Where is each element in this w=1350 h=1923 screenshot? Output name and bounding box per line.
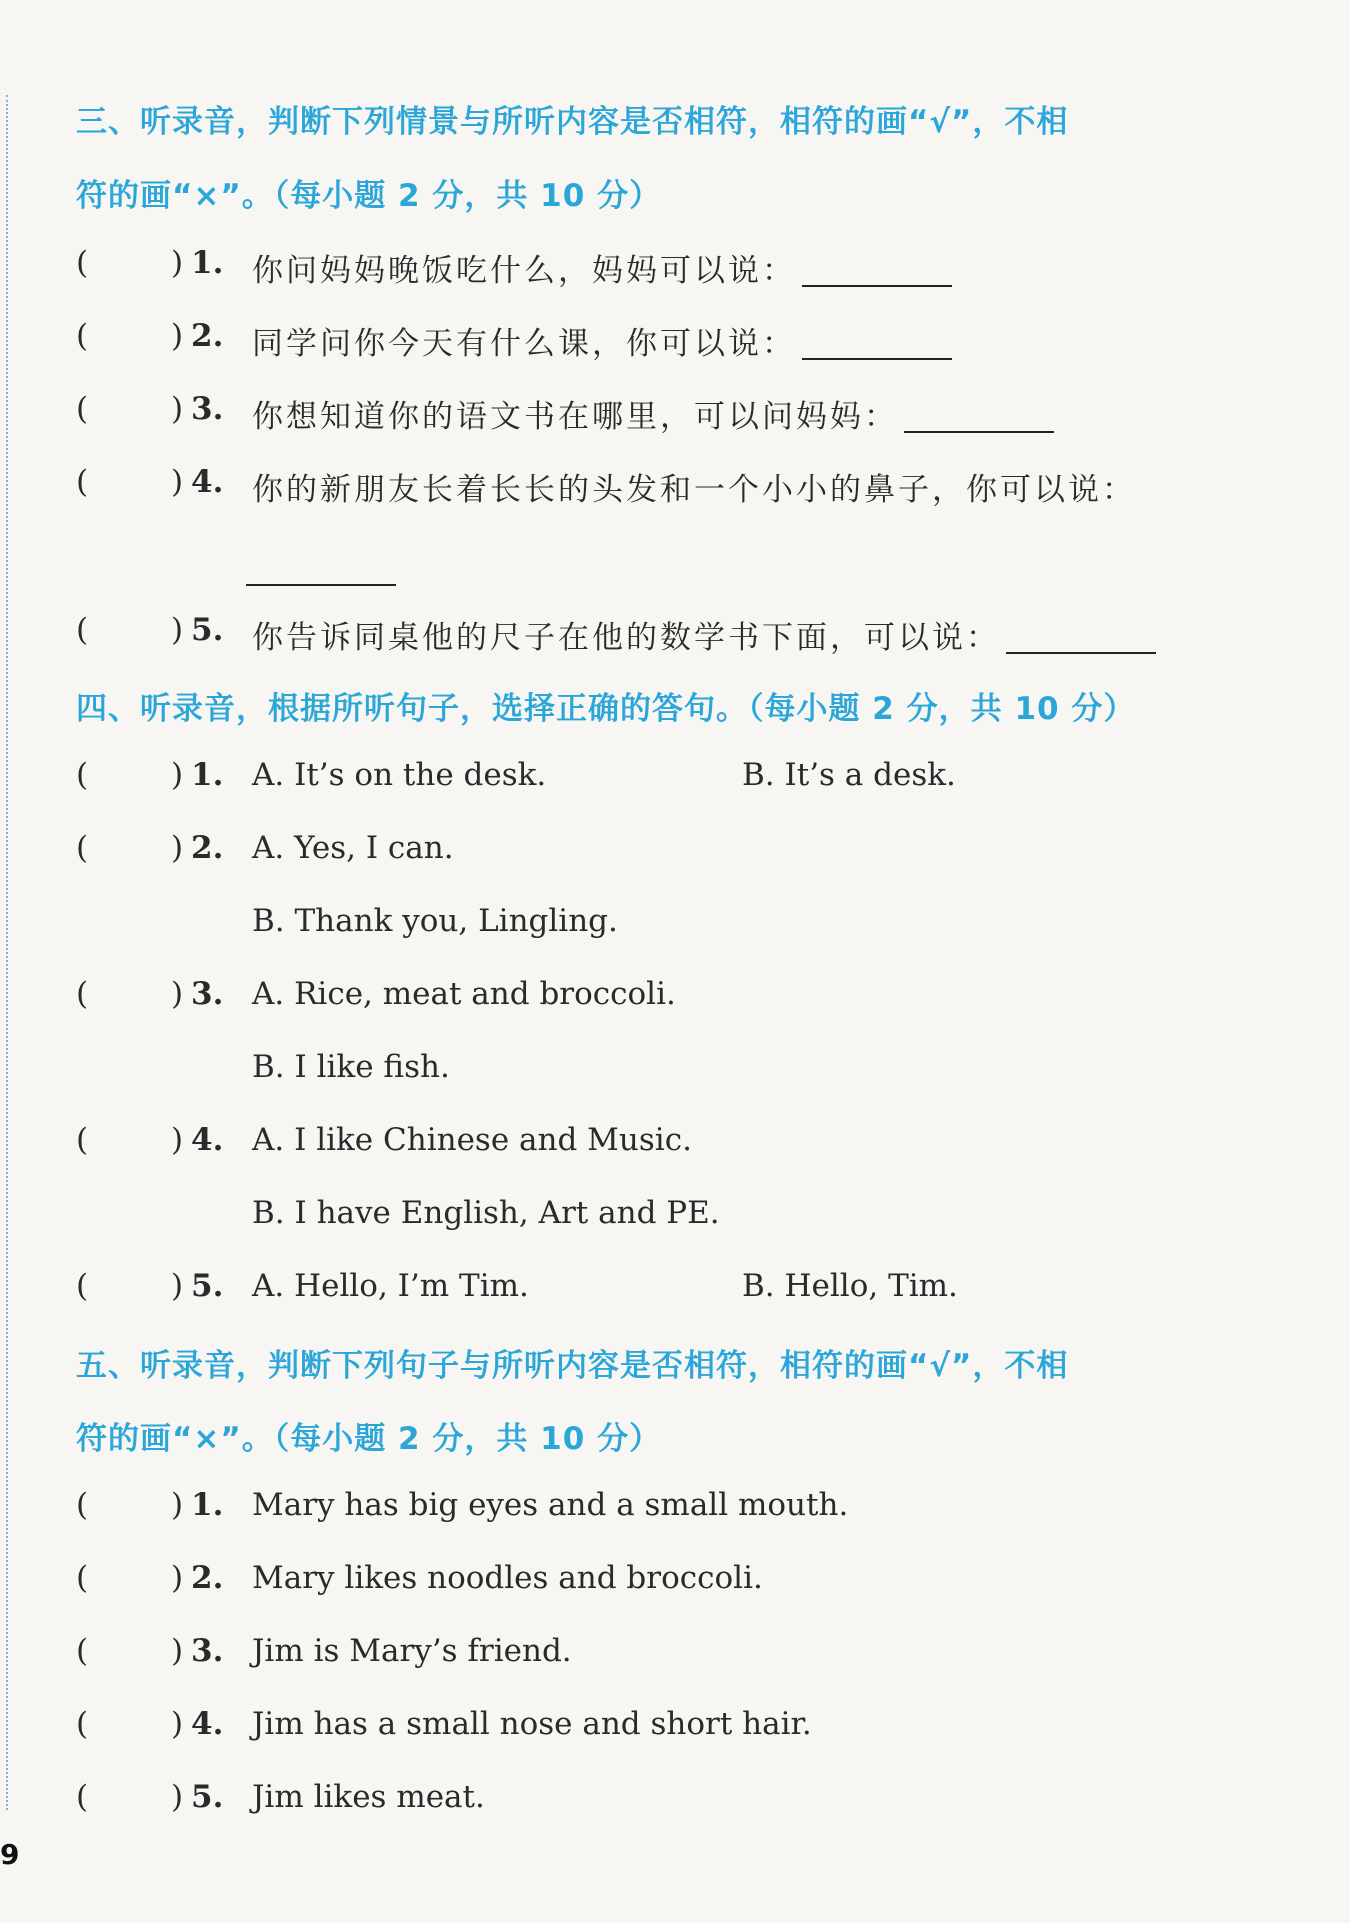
question-number: 1. [191, 1487, 224, 1523]
answer-paren-open[interactable]: ( [76, 612, 89, 648]
question-number: 3. [191, 976, 224, 1012]
option-b: B. Hello, Tim. [742, 1268, 958, 1304]
page-number: 9 [0, 1838, 20, 1871]
question-text: 你告诉同桌他的尺子在他的数学书下面，可以说： [252, 620, 1000, 656]
option-a: A. Rice, meat and broccoli. [252, 976, 676, 1012]
answer-paren-open[interactable]: ( [76, 1706, 89, 1742]
answer-paren-open[interactable]: ( [76, 1122, 89, 1158]
answer-paren-close: ) [171, 1268, 184, 1304]
question-number: 1. [191, 245, 224, 281]
margin-dotted-line [6, 95, 8, 1810]
answer-blank[interactable] [904, 431, 1054, 433]
answer-blank[interactable] [246, 584, 396, 586]
question-number: 2. [191, 1560, 224, 1596]
option-a: A. Hello, I’m Tim. [252, 1268, 529, 1304]
question-text: 你问妈妈晚饭吃什么，妈妈可以说： [252, 253, 796, 289]
question-number: 2. [191, 830, 224, 866]
question-text: Jim has a small nose and short hair. [252, 1706, 812, 1742]
question-number: 4. [191, 1706, 224, 1742]
answer-paren-close: ) [171, 318, 184, 354]
option-b: B. I have English, Art and PE. [252, 1195, 720, 1231]
option-b: B. I like fish. [252, 1049, 450, 1085]
answer-paren-open[interactable]: ( [76, 391, 89, 427]
question-text: Mary has big eyes and a small mouth. [252, 1487, 849, 1523]
question-number: 3. [191, 391, 224, 427]
question-text: 同学问你今天有什么课，你可以说： [252, 326, 796, 362]
question-number: 3. [191, 1633, 224, 1669]
question-number: 5. [191, 612, 224, 648]
option-a: A. It’s on the desk. [252, 757, 547, 793]
answer-paren-close: ) [171, 391, 184, 427]
answer-paren-open[interactable]: ( [76, 1633, 89, 1669]
answer-blank[interactable] [802, 358, 952, 360]
section4-heading: 四、听录音，根据所听句子，选择正确的答句。（每小题 2 分，共 10 分） [76, 691, 1136, 727]
answer-paren-close: ) [171, 464, 184, 500]
answer-paren-open[interactable]: ( [76, 757, 89, 793]
question-text: Jim likes meat. [252, 1779, 485, 1815]
answer-paren-close: ) [171, 1560, 184, 1596]
section3-heading-line2: 符的画“×”。（每小题 2 分，共 10 分） [76, 178, 662, 214]
option-b: B. Thank you, Lingling. [252, 903, 618, 939]
section5-heading-line2: 符的画“×”。（每小题 2 分，共 10 分） [76, 1421, 662, 1457]
answer-paren-close: ) [171, 245, 184, 281]
question-text: Jim is Mary’s friend. [252, 1633, 572, 1669]
answer-blank[interactable] [802, 285, 952, 287]
question-number: 4. [191, 1122, 224, 1158]
question-number: 5. [191, 1268, 224, 1304]
answer-paren-open[interactable]: ( [76, 1779, 89, 1815]
answer-paren-close: ) [171, 1122, 184, 1158]
answer-paren-open[interactable]: ( [76, 1560, 89, 1596]
question-text: 你想知道你的语文书在哪里，可以问妈妈： [252, 399, 898, 435]
answer-paren-close: ) [171, 1487, 184, 1523]
answer-paren-open[interactable]: ( [76, 1268, 89, 1304]
answer-paren-close: ) [171, 612, 184, 648]
answer-paren-close: ) [171, 1706, 184, 1742]
question-number: 5. [191, 1779, 224, 1815]
answer-paren-close: ) [171, 976, 184, 1012]
question-number: 4. [191, 464, 224, 500]
option-a: A. Yes, I can. [252, 830, 454, 866]
answer-paren-close: ) [171, 830, 184, 866]
option-b: B. It’s a desk. [742, 757, 956, 793]
answer-paren-open[interactable]: ( [76, 245, 89, 281]
answer-blank[interactable] [1006, 652, 1156, 654]
answer-paren-close: ) [171, 1779, 184, 1815]
section5-heading-line1: 五、听录音，判断下列句子与所听内容是否相符，相符的画“√”，不相 [76, 1348, 1069, 1384]
option-a: A. I like Chinese and Music. [252, 1122, 692, 1158]
section3-heading-line1: 三、听录音，判断下列情景与所听内容是否相符，相符的画“√”，不相 [76, 104, 1069, 140]
question-number: 1. [191, 757, 224, 793]
answer-paren-close: ) [171, 1633, 184, 1669]
question-text: Mary likes noodles and broccoli. [252, 1560, 763, 1596]
answer-paren-open[interactable]: ( [76, 1487, 89, 1523]
answer-paren-close: ) [171, 757, 184, 793]
answer-paren-open[interactable]: ( [76, 318, 89, 354]
answer-paren-open[interactable]: ( [76, 976, 89, 1012]
answer-paren-open[interactable]: ( [76, 464, 89, 500]
answer-paren-open[interactable]: ( [76, 830, 89, 866]
question-number: 2. [191, 318, 224, 354]
question-text: 你的新朋友长着长长的头发和一个小小的鼻子，你可以说： [252, 472, 1136, 508]
